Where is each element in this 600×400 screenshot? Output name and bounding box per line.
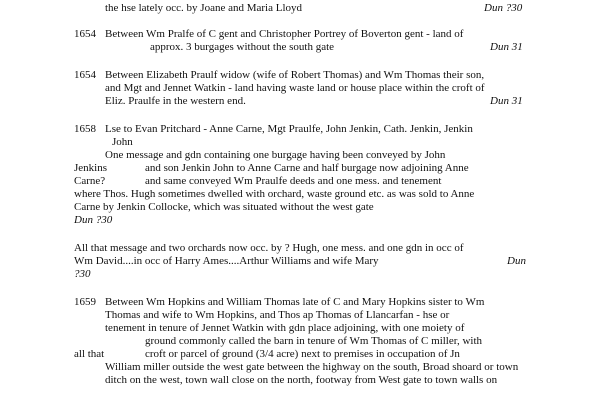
entry-1-year: 1654 — [74, 28, 96, 40]
entry-1-reference: Dun 31 — [490, 41, 523, 53]
entry-2-line-1: and Mgt and Jennet Watkin - land having waste land or house place within the croft of — [105, 82, 485, 94]
entry-5-line-2: tenement in tenure of Jennet Watkin with gdn place adjoining, with one moiety of — [105, 322, 465, 334]
entry-2-year: 1654 — [74, 69, 96, 81]
entry-5-line-4: all that — [74, 348, 105, 360]
entry-3-line-7: where Thos. Hugh sometimes dwelled with orchard, waste ground etc. as was sold to Anne — [74, 188, 475, 200]
entry-2-line-2: Eliz. Praulfe in the western end. — [105, 95, 246, 107]
entry-4-reference-part-0: Dun — [507, 255, 526, 267]
entry-5-line-6: William miller outside the west gate between the highway on the south, Broad shoard or town — [105, 361, 519, 373]
entry-0-reference: Dun ?30 — [484, 2, 523, 14]
entry-3-reference: Dun ?30 — [74, 214, 113, 226]
entry-1-line-1: approx. 3 burgages without the south gate — [150, 41, 335, 53]
entry-1-line-0: Between Wm Pralfe of C gent and Christopher Portrey of Boverton gent - land of — [105, 28, 464, 40]
entry-3-line-5: Carne? — [74, 175, 106, 187]
entry-5-year: 1659 — [74, 296, 96, 308]
entry-5-line-7: ditch on the west, town wall close on the north, footway from West gate to town walls on — [105, 374, 498, 386]
entry-2-reference: Dun 31 — [490, 95, 523, 107]
entry-3-year: 1658 — [74, 123, 96, 135]
entry-0-line-0: the hse lately occ. by Joane and Maria Lloyd — [105, 2, 303, 14]
entry-4-reference-part-1: ?30 — [74, 268, 91, 280]
entry-3-line-0: Lse to Evan Pritchard - Anne Carne, Mgt Praulfe, John Jenkin, Cath. Jenkin, Jenkin — [105, 123, 473, 135]
entry-3-line-1: John — [112, 136, 133, 148]
entry-5-line-3: ground commonly called the barn in tenure of Wm Thomas of C miller, with — [145, 335, 483, 347]
entry-3-line-8: Carne by Jenkin Collocke, which was situated without the west gate — [74, 201, 374, 213]
entry-5-line-1: Thomas and wife to Wm Hopkins, and Thos ap Thomas of Llancarfan - hse or — [105, 309, 450, 321]
entry-3-line-4: and son Jenkin John to Anne Carne and half burgage now adjoining Anne — [145, 162, 469, 174]
entry-5-line-0: Between Wm Hopkins and William Thomas late of C and Mary Hopkins sister to Wm — [105, 296, 485, 308]
entry-4-line-1: Wm David....in occ of Harry Ames....Arthur Williams and wife Mary — [74, 255, 379, 267]
entry-3-line-2: One message and gdn containing one burgage having been conveyed by John — [105, 149, 446, 161]
entry-2-line-0: Between Elizabeth Praulf widow (wife of Robert Thomas) and Wm Thomas their son, — [105, 69, 485, 81]
entry-3-line-3: Jenkins — [74, 162, 107, 174]
entry-4-line-0: All that message and two orchards now occ. by ? Hugh, one mess. and one gdn in occ of — [74, 242, 464, 254]
entry-5-line-5: croft or parcel of ground (3/4 acre) next to premises in occupation of Jn — [145, 348, 460, 360]
entry-3-line-6: and same conveyed Wm Praulfe deeds and one mess. and tenement — [145, 175, 442, 187]
